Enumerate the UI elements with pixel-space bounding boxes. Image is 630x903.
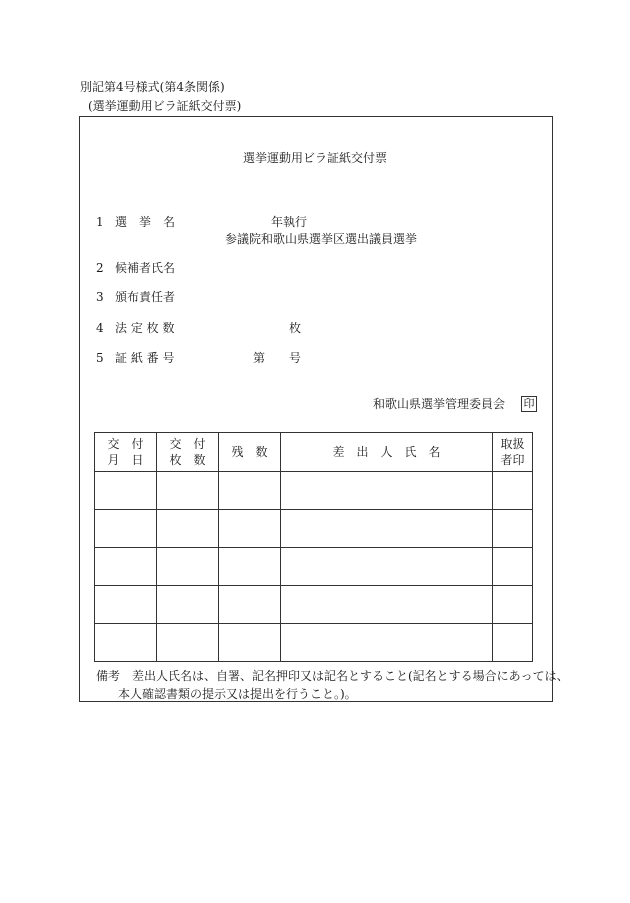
issuance-record-table bbox=[94, 432, 533, 662]
form-reference: 別記第4号様式(第4条関係) bbox=[80, 80, 225, 94]
header-handler-seal-line1: 取扱 bbox=[500, 437, 525, 451]
item-5-label: 証 紙 番 号 bbox=[115, 351, 175, 365]
item-4-number: 4 bbox=[96, 321, 104, 335]
item-5-number: 5 bbox=[96, 351, 104, 365]
form-subtitle: (選挙運動用ビラ証紙交付票) bbox=[88, 99, 242, 113]
item-1-number: 1 bbox=[96, 215, 104, 229]
table-cell[interactable] bbox=[493, 510, 533, 548]
item-4-unit: 枚 bbox=[289, 321, 302, 335]
table-cell[interactable] bbox=[219, 548, 281, 586]
header-remaining bbox=[219, 433, 281, 472]
item-5-suffix: 号 bbox=[289, 351, 302, 365]
header-issue-date-line1: 交 付 bbox=[107, 437, 144, 451]
header-submitter-name-label: 差 出 人 氏 名 bbox=[332, 445, 441, 459]
table-cell[interactable] bbox=[281, 510, 493, 548]
table-cell[interactable] bbox=[219, 472, 281, 510]
table-cell[interactable] bbox=[95, 586, 157, 624]
item-1-value-election: 参議院和歌山県選挙区選出議員選挙 bbox=[225, 232, 418, 246]
header-issued-count-line1: 交 付 bbox=[169, 437, 206, 451]
header-remaining-label: 残 数 bbox=[231, 445, 268, 459]
table-row bbox=[95, 510, 533, 548]
item-4-label: 法 定 枚 数 bbox=[115, 321, 175, 335]
item-3-label: 頒布責任者 bbox=[115, 290, 176, 304]
table-cell[interactable] bbox=[493, 586, 533, 624]
table-cell[interactable] bbox=[493, 548, 533, 586]
seal-label: 印 bbox=[523, 397, 535, 410]
table-cell[interactable] bbox=[281, 548, 493, 586]
table-cell[interactable] bbox=[281, 586, 493, 624]
table-cell[interactable] bbox=[157, 624, 219, 662]
table-cell[interactable] bbox=[157, 548, 219, 586]
header-issued-count-line2: 枚 数 bbox=[169, 453, 206, 467]
seal-box bbox=[521, 396, 537, 412]
header-handler-seal-line2: 者印 bbox=[500, 453, 525, 467]
table-cell[interactable] bbox=[281, 624, 493, 662]
item-3-number: 3 bbox=[96, 290, 104, 304]
document-title: 選挙運動用ビラ証紙交付票 bbox=[242, 151, 387, 165]
header-issue-date bbox=[95, 433, 157, 472]
table-cell[interactable] bbox=[493, 624, 533, 662]
issuer-name: 和歌山県選挙管理委員会 bbox=[373, 397, 506, 411]
header-issued-count bbox=[157, 433, 219, 472]
table-row bbox=[95, 548, 533, 586]
item-1-label: 選 挙 名 bbox=[115, 215, 176, 229]
table-row bbox=[95, 624, 533, 662]
item-1-value-year: 年執行 bbox=[271, 215, 308, 229]
table-cell[interactable] bbox=[95, 472, 157, 510]
header-issue-date-line2: 月 日 bbox=[107, 453, 144, 467]
header-handler-seal bbox=[493, 433, 533, 472]
item-2-label: 候補者氏名 bbox=[115, 261, 176, 275]
note-line-1: 備考 差出人氏名は、自署、記名押印又は記名とすること(記名とする場合にあっては、 bbox=[96, 669, 569, 683]
table-cell[interactable] bbox=[95, 548, 157, 586]
table-cell[interactable] bbox=[219, 510, 281, 548]
table-cell[interactable] bbox=[157, 586, 219, 624]
table-row bbox=[95, 586, 533, 624]
note-line-2: 本人確認書類の提示又は提出を行うこと。)。 bbox=[118, 687, 357, 701]
table-cell[interactable] bbox=[219, 586, 281, 624]
table-row bbox=[95, 472, 533, 510]
item-2-number: 2 bbox=[96, 261, 104, 275]
table-cell[interactable] bbox=[281, 472, 493, 510]
table-cell[interactable] bbox=[157, 510, 219, 548]
item-5-prefix: 第 bbox=[253, 351, 266, 365]
table-cell[interactable] bbox=[157, 472, 219, 510]
table-cell[interactable] bbox=[219, 624, 281, 662]
table-header-row bbox=[95, 433, 533, 472]
header-submitter-name bbox=[281, 433, 493, 472]
table-cell[interactable] bbox=[493, 472, 533, 510]
table-cell[interactable] bbox=[95, 510, 157, 548]
table-cell[interactable] bbox=[95, 624, 157, 662]
